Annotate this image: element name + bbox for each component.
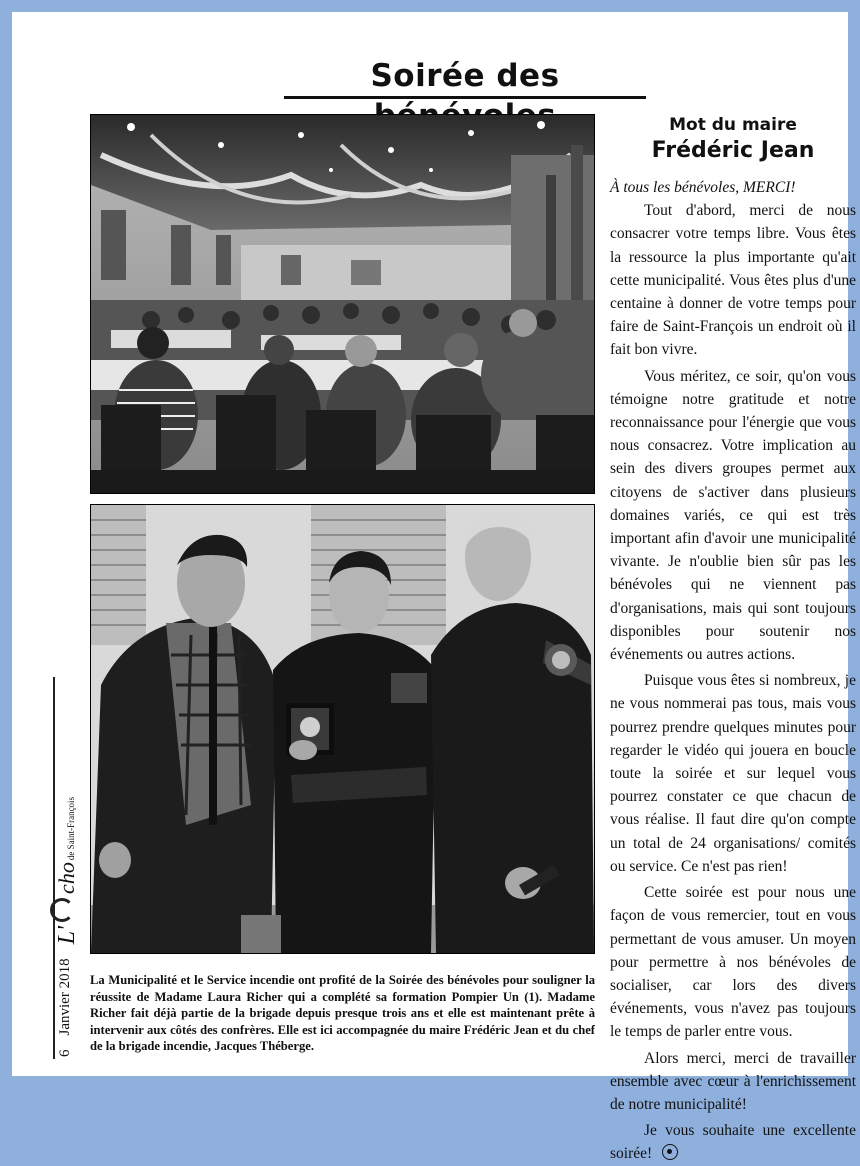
mayor-greeting: À tous les bénévoles, MERCI! — [610, 179, 796, 196]
mayor-paragraph-2: Vous méritez, ce soir, qu'on vous témoigne notre gratitude et notre reconnaissance pour l'énergie que vous nous consacrez. Votre implication au sein des divers groupes permet aux citoyens de s'activer dans plusieurs domaines variés, ce qui est très important afin d'avoir une municipalité vivante. Je n'oublie bien sûr pas les bénévoles qui ne viennent pas d'organisations, mais qui sont toujours disponibles pour soutenir nos événements ou autres actions. — [610, 367, 856, 664]
page — [12, 12, 856, 1163]
photo-caption: La Municipalité et le Service incendie ont profité de la Soirée des bénévoles pour souligner la réussite de Madame Laura Richer qui a complété sa formation Pompier Un (1). Madame Richer fait déjà partie de la brigade depuis presque trois ans et elle est maintenant prête à intervenir aux côtés des confrères. Elle est ici accompagnée du maire Frédéric Jean et du chef de la brigade incendie, Jacques Théberge. — [90, 973, 595, 1054]
photo-award-presentation — [90, 504, 595, 954]
end-mark-icon — [662, 1144, 678, 1160]
mayor-paragraph-4: Cette soirée est pour nous une façon de vous remercier, tout en vous permettant de vous amuser. Un moyen pour permettre à nos bénévoles de socialiser, car lors des divers événements, vous n'avez pas toujours le temps de parler entre vous. — [610, 884, 856, 1041]
mayor-paragraph-5: Alors merci, merci de travailler ensemble avec cœur à l'enrichissement de notre municipalité! — [610, 1049, 856, 1113]
page-spine — [50, 797, 81, 1057]
issue-date: Janvier 2018 — [57, 958, 73, 1036]
page-title: Soirée des — [370, 58, 560, 94]
photo-banquet-hall — [90, 114, 595, 494]
mayor-paragraph-1: Tout d'abord, merci de nous consacrer votre temps libre. Vous êtes la ressource la plus importante qu'ait cette municipalité. Vous êtes plus d'une centaine à donner de votre temps pour faire de Saint-François un endroit où il fait bon vivre. — [610, 202, 856, 359]
mayor-paragraph-3: Puisque vous êtes si nombreux, je ne vous nommerai pas tous, mais vous pourrez prendre quelques minutes pour regarder le vidéo qui jouera en boucle toute la soirée et sur lequel vous pourrez constater ce que chacun de vous réalise. Il faut dire qu'on compte un total de 24 organisations/ comités ou service. Ce n'est pas rien! — [610, 672, 856, 875]
mayor-name: Frédéric Jean — [651, 138, 815, 163]
mayor-heading: Mot du maire — [669, 115, 797, 135]
publication-logo — [50, 797, 81, 945]
logo-word: cho — [54, 862, 79, 894]
closing-text: Je vous souhaite une excellente soirée! — [610, 1122, 856, 1163]
mayor-message-column — [610, 112, 856, 1166]
page-number: 6 — [57, 1049, 73, 1057]
echo-logo-icon — [50, 898, 74, 922]
logo-letter: L' — [54, 925, 80, 945]
mayor-paragraph-6 — [610, 1119, 856, 1165]
title-underline — [284, 96, 646, 99]
logo-subtitle: de Saint-François — [66, 796, 76, 861]
